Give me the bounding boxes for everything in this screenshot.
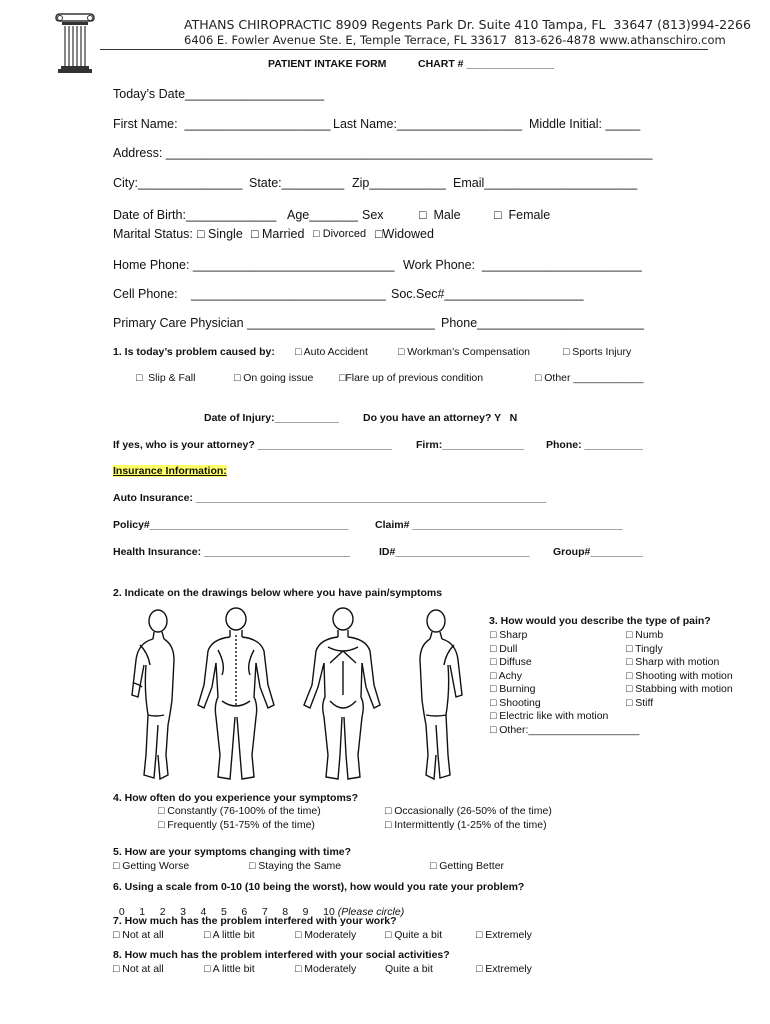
attorney-name-field[interactable]: If yes, who is your attorney? _______________________: [113, 439, 393, 451]
cell-phone-field[interactable]: ____________________________: [191, 287, 386, 301]
q6-question: 6. Using a scale from 0-10 (10 being the worst), how would you rate your problem?: [113, 881, 525, 893]
social-extremely[interactable]: □ Extremely: [476, 963, 532, 975]
header-rule: [100, 49, 708, 50]
dob-field[interactable]: Date of Birth:_____________: [113, 208, 277, 222]
auto-accident-checkbox[interactable]: □ Auto Accident: [295, 346, 368, 358]
sports-injury-checkbox[interactable]: □ Sports Injury: [563, 346, 632, 358]
firm-phone-field[interactable]: Phone: __________: [546, 439, 643, 451]
widowed-checkbox[interactable]: □Widowed: [375, 227, 434, 241]
pain-shooting-motion-checkbox[interactable]: □ Shooting with motion: [626, 669, 733, 682]
pain-burning-checkbox[interactable]: □ Burning: [490, 683, 536, 695]
date-of-injury-field[interactable]: Date of Injury:___________: [204, 412, 339, 424]
claim-field[interactable]: Claim# ____________________________________: [375, 519, 623, 531]
work-moderately[interactable]: □ Moderately: [295, 929, 357, 941]
middle-initial-field[interactable]: Middle Initial: _____: [529, 117, 641, 131]
social-quite-a-bit[interactable]: Quite a bit: [385, 963, 433, 975]
frequently-checkbox[interactable]: □ Frequently (51-75% of the time): [158, 819, 315, 831]
q4-question: 4. How often do you experience your symptoms?: [113, 792, 359, 804]
constantly-checkbox[interactable]: □ Constantly (76-100% of the time): [158, 805, 321, 817]
insurance-heading: Insurance Information:: [113, 465, 227, 477]
q7-question: 7. How much has the problem interfered with your work?: [113, 915, 397, 927]
id-field[interactable]: ID#_______________________: [379, 546, 530, 558]
occasionally-checkbox[interactable]: □ Occasionally (26-50% of the time): [385, 805, 552, 817]
workmans-comp-checkbox[interactable]: □ Workman’s Compensation: [398, 346, 531, 358]
work-extremely[interactable]: □ Extremely: [476, 929, 532, 941]
soc-sec-field[interactable]: Soc.Sec#____________________: [391, 287, 584, 301]
todays-date-field[interactable]: Today’s Date____________________: [113, 87, 325, 101]
pain-dull-checkbox[interactable]: □ Dull: [490, 642, 518, 655]
policy-field[interactable]: Policy#__________________________________: [113, 519, 349, 531]
header-line-1: ATHANS CHIROPRACTIC 8909 Regents Park Dr. Suite 410 Tampa, FL 33647 (813)994-2266: [184, 17, 751, 32]
side-view-right-figure[interactable]: [420, 610, 462, 779]
pain-electric-checkbox[interactable]: □ Electric like with motion: [490, 710, 609, 722]
body-diagrams[interactable]: [118, 605, 478, 790]
work-not-at-all[interactable]: □ Not at all: [113, 929, 164, 941]
staying-same-checkbox[interactable]: □ Staying the Same: [249, 860, 342, 872]
intermittently-checkbox[interactable]: □ Intermittently (1-25% of the time): [385, 819, 547, 831]
side-view-left-figure[interactable]: [132, 610, 174, 779]
pain-other-checkbox[interactable]: □ Other:___________________: [490, 723, 640, 736]
pain-numb-checkbox[interactable]: □ Numb: [626, 629, 664, 641]
pain-achy-checkbox[interactable]: □ Achy: [490, 669, 523, 682]
column-logo: [54, 12, 96, 74]
address-field[interactable]: Address: ______________________________________________________________________: [113, 146, 653, 160]
divorced-checkbox[interactable]: □ Divorced: [313, 228, 367, 240]
ongoing-issue-checkbox[interactable]: □ On going issue: [234, 372, 314, 384]
pain-sharp-motion-checkbox[interactable]: □ Sharp with motion: [626, 656, 720, 668]
pain-tingly-checkbox[interactable]: □ Tingly: [626, 642, 663, 655]
q2-question: 2. Indicate on the drawings below where you have pain/symptoms: [113, 587, 443, 599]
age-field[interactable]: Age_______: [287, 208, 358, 222]
home-phone-field[interactable]: Home Phone: _____________________________: [113, 258, 395, 272]
auto-insurance-field[interactable]: Auto Insurance: ____________________________________________________________: [113, 492, 547, 504]
pain-shooting-checkbox[interactable]: □ Shooting: [490, 696, 541, 709]
slip-fall-checkbox[interactable]: □ Slip & Fall: [136, 372, 196, 384]
form-title: PATIENT INTAKE FORM: [268, 58, 387, 70]
getting-better-checkbox[interactable]: □ Getting Better: [430, 860, 505, 872]
social-little-bit[interactable]: □ A little bit: [204, 963, 255, 975]
pain-type-left-list: [490, 629, 639, 737]
social-not-at-all[interactable]: □ Not at all: [113, 963, 164, 975]
first-name-field[interactable]: First Name: _____________________: [113, 117, 331, 131]
work-phone-field[interactable]: Work Phone: _______________________: [403, 258, 642, 272]
email-field[interactable]: Email______________________: [453, 176, 638, 190]
pain-scale-numbers[interactable]: 0 1 2 3 4 5 6 7 8 9 10: [118, 906, 335, 918]
city-field[interactable]: City:_______________: [113, 176, 243, 190]
work-quite-a-bit[interactable]: □ Quite a bit: [385, 929, 443, 941]
male-checkbox[interactable]: □ Male: [419, 208, 461, 222]
pain-diffuse-checkbox[interactable]: □ Diffuse: [490, 656, 532, 668]
q8-question: 8. How much has the problem interfered with your social activities?: [113, 949, 450, 961]
q5-question: 5. How are your symptoms changing with time?: [113, 846, 352, 858]
work-little-bit[interactable]: □ A little bit: [204, 929, 255, 941]
other-cause-checkbox[interactable]: □ Other ____________: [535, 372, 644, 384]
health-insurance-field[interactable]: Health Insurance: _________________________: [113, 546, 351, 558]
firm-field[interactable]: Firm:______________: [416, 439, 525, 451]
sex-label: Sex: [362, 208, 384, 222]
pain-sharp-checkbox[interactable]: □ Sharp: [490, 629, 528, 641]
front-view-figure[interactable]: [304, 608, 380, 779]
pain-scale-note: (Please circle): [337, 906, 405, 918]
state-field[interactable]: State:_________: [249, 176, 345, 190]
cell-phone-label: Cell Phone:: [113, 287, 178, 301]
married-checkbox[interactable]: □ Married: [251, 227, 305, 241]
marital-status-label: Marital Status:: [113, 227, 193, 241]
pcp-field[interactable]: Primary Care Physician ___________________________: [113, 316, 435, 330]
female-checkbox[interactable]: □ Female: [494, 208, 551, 222]
attorney-question[interactable]: Do you have an attorney? Y N: [363, 412, 518, 424]
q1-question: 1. Is today’s problem caused by:: [113, 346, 275, 358]
getting-worse-checkbox[interactable]: □ Getting Worse: [113, 860, 190, 872]
chart-number-field[interactable]: CHART # _______________: [418, 58, 555, 70]
flare-up-checkbox[interactable]: □Flare up of previous condition: [339, 372, 484, 384]
pcp-phone-field[interactable]: Phone________________________: [441, 316, 644, 330]
pain-type-right-list: [626, 629, 733, 710]
zip-field[interactable]: Zip___________: [352, 176, 446, 190]
pain-stabbing-motion-checkbox[interactable]: □ Stabbing with motion: [626, 683, 733, 695]
header-line-2: 6406 E. Fowler Avenue Ste. E, Temple Terrace, FL 33617 813-626-4878 www.athanschiro.com: [184, 33, 726, 47]
pain-stiff-checkbox[interactable]: □ Stiff: [626, 696, 654, 709]
back-view-figure[interactable]: [198, 608, 274, 779]
single-checkbox[interactable]: □ Single: [197, 227, 243, 241]
q3-question: 3. How would you describe the type of pain?: [489, 615, 711, 627]
last-name-field[interactable]: Last Name:__________________: [333, 117, 523, 131]
group-field[interactable]: Group#_________: [553, 546, 643, 558]
social-moderately[interactable]: □ Moderately: [295, 963, 357, 975]
